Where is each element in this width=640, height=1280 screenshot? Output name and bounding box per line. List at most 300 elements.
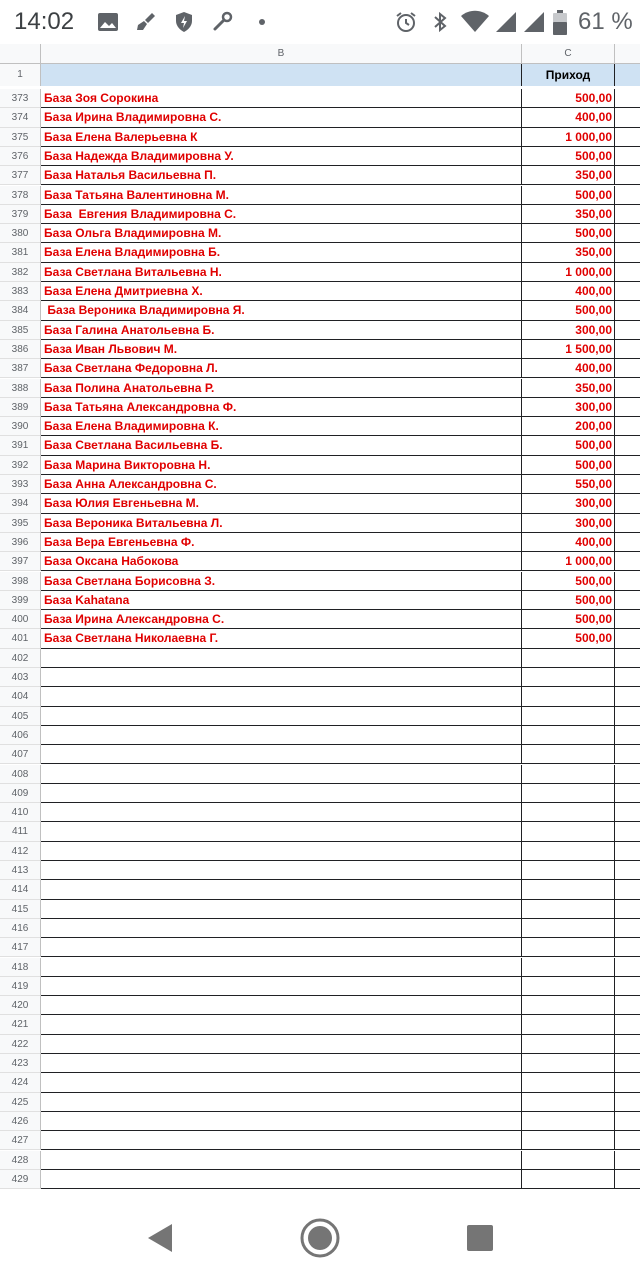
- amount-cell[interactable]: 500,00: [522, 572, 615, 591]
- table-row[interactable]: [0, 687, 640, 706]
- row-number[interactable]: 399: [0, 591, 41, 610]
- row-number[interactable]: 425: [0, 1093, 41, 1112]
- row-number[interactable]: 427: [0, 1131, 41, 1150]
- table-row[interactable]: [0, 456, 640, 475]
- empty-cell-d[interactable]: [615, 186, 640, 205]
- name-cell[interactable]: База Иван Львович М.: [41, 340, 522, 359]
- empty-cell-d[interactable]: [615, 726, 640, 745]
- empty-cell-d[interactable]: [615, 938, 640, 957]
- name-cell[interactable]: База Марина Викторовна Н.: [41, 456, 522, 475]
- table-row[interactable]: [0, 842, 640, 861]
- table-row[interactable]: [0, 243, 640, 262]
- empty-cell-d[interactable]: [615, 880, 640, 899]
- row-number[interactable]: 404: [0, 687, 41, 706]
- empty-cell-d[interactable]: [615, 765, 640, 784]
- name-cell[interactable]: База Вероника Владимировна Я.: [41, 301, 522, 320]
- row-number[interactable]: 407: [0, 745, 41, 764]
- name-cell[interactable]: [41, 1054, 522, 1073]
- amount-cell[interactable]: [522, 958, 615, 977]
- table-row[interactable]: [0, 900, 640, 919]
- table-row[interactable]: [0, 784, 640, 803]
- empty-cell-d[interactable]: [615, 842, 640, 861]
- table-row[interactable]: [0, 301, 640, 320]
- row-number[interactable]: 402: [0, 649, 41, 668]
- empty-cell-d[interactable]: [615, 803, 640, 822]
- table-row[interactable]: [0, 263, 640, 282]
- empty-cell-d[interactable]: [615, 591, 640, 610]
- empty-cell-d[interactable]: [615, 108, 640, 127]
- signal-icon: [494, 10, 518, 34]
- amount-cell[interactable]: [522, 803, 615, 822]
- amount-cell[interactable]: [522, 1035, 615, 1054]
- frozen-header-row: [0, 64, 640, 86]
- table-row[interactable]: [0, 417, 640, 436]
- home-icon[interactable]: [296, 1216, 344, 1260]
- empty-cell-d[interactable]: [615, 436, 640, 455]
- back-icon[interactable]: [136, 1216, 184, 1260]
- table-row[interactable]: [0, 919, 640, 938]
- name-cell[interactable]: [41, 919, 522, 938]
- name-cell[interactable]: База Ирина Владимировна С.: [41, 108, 522, 127]
- row-number[interactable]: 389: [0, 398, 41, 417]
- row-number[interactable]: 420: [0, 996, 41, 1015]
- empty-cell-d[interactable]: [615, 475, 640, 494]
- table-row[interactable]: [0, 494, 640, 513]
- name-cell[interactable]: [41, 668, 522, 687]
- row-number[interactable]: 391: [0, 436, 41, 455]
- table-row[interactable]: [0, 533, 640, 552]
- name-cell[interactable]: [41, 649, 522, 668]
- row-number[interactable]: 385: [0, 321, 41, 340]
- row-number[interactable]: 422: [0, 1035, 41, 1054]
- amount-cell[interactable]: 500,00: [522, 224, 615, 243]
- amount-cell[interactable]: [522, 1131, 615, 1150]
- name-cell[interactable]: [41, 996, 522, 1015]
- name-cell[interactable]: База Полина Анатольевна Р.: [41, 379, 522, 398]
- empty-cell-d[interactable]: [615, 456, 640, 475]
- table-row[interactable]: [0, 822, 640, 841]
- name-cell[interactable]: База Вероника Витальевна Л.: [41, 514, 522, 533]
- amount-cell[interactable]: 500,00: [522, 147, 615, 166]
- empty-cell-d[interactable]: [615, 1170, 640, 1189]
- row-number[interactable]: 401: [0, 629, 41, 648]
- empty-cell-d[interactable]: [615, 610, 640, 629]
- amount-cell[interactable]: [522, 1093, 615, 1112]
- table-row[interactable]: [0, 436, 640, 455]
- name-cell[interactable]: [41, 842, 522, 861]
- row-number[interactable]: 421: [0, 1015, 41, 1034]
- name-cell[interactable]: База Татьяна Валентиновна М.: [41, 186, 522, 205]
- empty-cell-d[interactable]: [615, 1015, 640, 1034]
- amount-cell[interactable]: [522, 919, 615, 938]
- empty-cell-d[interactable]: [615, 533, 640, 552]
- amount-cell[interactable]: [522, 1151, 615, 1170]
- name-cell[interactable]: База Ольга Владимировна М.: [41, 224, 522, 243]
- amount-cell[interactable]: 300,00: [522, 321, 615, 340]
- amount-cell[interactable]: 500,00: [522, 301, 615, 320]
- amount-cell[interactable]: 300,00: [522, 514, 615, 533]
- table-row[interactable]: [0, 668, 640, 687]
- name-cell[interactable]: База Светлана Васильевна Б.: [41, 436, 522, 455]
- amount-cell[interactable]: 400,00: [522, 282, 615, 301]
- empty-cell-d[interactable]: [615, 649, 640, 668]
- name-cell[interactable]: База Зоя Сорокина: [41, 89, 522, 108]
- amount-cell[interactable]: [522, 861, 615, 880]
- amount-cell[interactable]: 350,00: [522, 166, 615, 185]
- amount-cell[interactable]: [522, 996, 615, 1015]
- table-row[interactable]: [0, 321, 640, 340]
- row-number[interactable]: 417: [0, 938, 41, 957]
- name-cell[interactable]: База Kahatana: [41, 591, 522, 610]
- name-cell[interactable]: База Евгения Владимировна С.: [41, 205, 522, 224]
- name-cell[interactable]: [41, 938, 522, 957]
- amount-cell[interactable]: 300,00: [522, 494, 615, 513]
- name-cell[interactable]: [41, 1015, 522, 1034]
- empty-cell-d[interactable]: [615, 1131, 640, 1150]
- name-cell[interactable]: База Вера Евгеньевна Ф.: [41, 533, 522, 552]
- empty-cell-d[interactable]: [615, 1035, 640, 1054]
- empty-cell-d[interactable]: [615, 919, 640, 938]
- empty-cell-d[interactable]: [615, 900, 640, 919]
- table-row[interactable]: [0, 1170, 640, 1189]
- table-row[interactable]: [0, 282, 640, 301]
- row-number[interactable]: 390: [0, 417, 41, 436]
- table-row[interactable]: [0, 128, 640, 147]
- table-row[interactable]: [0, 880, 640, 899]
- table-row[interactable]: [0, 514, 640, 533]
- amount-cell[interactable]: [522, 842, 615, 861]
- empty-cell-d[interactable]: [615, 128, 640, 147]
- table-row[interactable]: [0, 224, 640, 243]
- amount-cell[interactable]: 500,00: [522, 591, 615, 610]
- row-number[interactable]: 405: [0, 707, 41, 726]
- amount-cell[interactable]: [522, 668, 615, 687]
- amount-cell[interactable]: 400,00: [522, 108, 615, 127]
- table-row[interactable]: [0, 475, 640, 494]
- amount-cell[interactable]: [522, 649, 615, 668]
- row-number[interactable]: 382: [0, 263, 41, 282]
- table-row[interactable]: [0, 726, 640, 745]
- table-row[interactable]: [0, 1131, 640, 1150]
- empty-cell-d[interactable]: [615, 205, 640, 224]
- name-cell[interactable]: База Ирина Александровна С.: [41, 610, 522, 629]
- name-cell[interactable]: [41, 880, 522, 899]
- row-number[interactable]: 398: [0, 572, 41, 591]
- name-cell[interactable]: [41, 900, 522, 919]
- empty-cell-d[interactable]: [615, 166, 640, 185]
- name-cell[interactable]: База Светлана Борисовна З.: [41, 572, 522, 591]
- row-number[interactable]: 416: [0, 919, 41, 938]
- name-cell[interactable]: [41, 861, 522, 880]
- table-row[interactable]: [0, 1112, 640, 1131]
- table-row[interactable]: [0, 707, 640, 726]
- empty-cell-d[interactable]: [615, 89, 640, 108]
- amount-cell[interactable]: [522, 1073, 615, 1092]
- amount-cell[interactable]: 500,00: [522, 456, 615, 475]
- table-row[interactable]: [0, 996, 640, 1015]
- name-cell[interactable]: [41, 1151, 522, 1170]
- row-number[interactable]: 403: [0, 668, 41, 687]
- empty-cell-d[interactable]: [615, 687, 640, 706]
- empty-cell-d[interactable]: [615, 958, 640, 977]
- name-cell[interactable]: [41, 803, 522, 822]
- name-cell[interactable]: [41, 958, 522, 977]
- table-row[interactable]: [0, 649, 640, 668]
- row-number[interactable]: 384: [0, 301, 41, 320]
- empty-cell-d[interactable]: [615, 301, 640, 320]
- row-number[interactable]: 377: [0, 166, 41, 185]
- empty-cell-d[interactable]: [615, 707, 640, 726]
- amount-cell[interactable]: 400,00: [522, 359, 615, 378]
- empty-cell-d[interactable]: [615, 861, 640, 880]
- name-cell[interactable]: База Юлия Евгеньевна М.: [41, 494, 522, 513]
- name-cell[interactable]: База Оксана Набокова: [41, 552, 522, 571]
- amount-cell[interactable]: 300,00: [522, 398, 615, 417]
- amount-cell[interactable]: [522, 765, 615, 784]
- column-header-d[interactable]: [615, 44, 640, 64]
- row-number[interactable]: 376: [0, 147, 41, 166]
- name-cell[interactable]: База Надежда Владимировна У.: [41, 147, 522, 166]
- header-cell-prikhod[interactable]: Приход: [522, 64, 615, 86]
- row-number[interactable]: 374: [0, 108, 41, 127]
- status-bar: [0, 0, 640, 44]
- row-number[interactable]: 419: [0, 977, 41, 996]
- empty-cell-d[interactable]: [615, 340, 640, 359]
- table-row[interactable]: [0, 166, 640, 185]
- row-number[interactable]: 415: [0, 900, 41, 919]
- empty-cell-d[interactable]: [615, 977, 640, 996]
- row-number[interactable]: 412: [0, 842, 41, 861]
- empty-cell-d[interactable]: [615, 629, 640, 648]
- name-cell[interactable]: База Светлана Николаевна Г.: [41, 629, 522, 648]
- amount-cell[interactable]: [522, 784, 615, 803]
- name-cell[interactable]: [41, 687, 522, 706]
- table-row[interactable]: [0, 977, 640, 996]
- amount-cell[interactable]: 200,00: [522, 417, 615, 436]
- row-number[interactable]: 414: [0, 880, 41, 899]
- row-number[interactable]: 408: [0, 765, 41, 784]
- row-number[interactable]: 383: [0, 282, 41, 301]
- amount-cell[interactable]: [522, 977, 615, 996]
- table-row[interactable]: [0, 186, 640, 205]
- empty-cell-d[interactable]: [615, 514, 640, 533]
- amount-cell[interactable]: [522, 880, 615, 899]
- table-row[interactable]: [0, 359, 640, 378]
- row-number[interactable]: 378: [0, 186, 41, 205]
- amount-cell[interactable]: 500,00: [522, 186, 615, 205]
- table-row[interactable]: [0, 591, 640, 610]
- name-cell[interactable]: [41, 784, 522, 803]
- table-row[interactable]: [0, 629, 640, 648]
- name-cell[interactable]: [41, 822, 522, 841]
- amount-cell[interactable]: 350,00: [522, 243, 615, 262]
- table-row[interactable]: [0, 1093, 640, 1112]
- row-number[interactable]: 426: [0, 1112, 41, 1131]
- empty-cell-d[interactable]: [615, 822, 640, 841]
- select-all-corner[interactable]: [0, 44, 41, 64]
- table-row[interactable]: [0, 765, 640, 784]
- amount-cell[interactable]: 1 000,00: [522, 263, 615, 282]
- header-cell-b[interactable]: [41, 64, 522, 86]
- row-number[interactable]: 386: [0, 340, 41, 359]
- amount-cell[interactable]: [522, 1112, 615, 1131]
- row-number[interactable]: 392: [0, 456, 41, 475]
- row-number[interactable]: 418: [0, 958, 41, 977]
- empty-cell-d[interactable]: [615, 996, 640, 1015]
- row-number[interactable]: 428: [0, 1151, 41, 1170]
- empty-cell-d[interactable]: [615, 243, 640, 262]
- row-number[interactable]: 413: [0, 861, 41, 880]
- table-row[interactable]: [0, 572, 640, 591]
- amount-cell[interactable]: 500,00: [522, 610, 615, 629]
- name-cell[interactable]: База Татьяна Александровна Ф.: [41, 398, 522, 417]
- empty-cell-d[interactable]: [615, 552, 640, 571]
- amount-cell[interactable]: 1 000,00: [522, 128, 615, 147]
- table-row[interactable]: [0, 745, 640, 764]
- row-number[interactable]: 387: [0, 359, 41, 378]
- empty-cell-d[interactable]: [615, 1151, 640, 1170]
- name-cell[interactable]: [41, 1093, 522, 1112]
- row-number[interactable]: 397: [0, 552, 41, 571]
- row-number[interactable]: 429: [0, 1170, 41, 1189]
- amount-cell[interactable]: [522, 687, 615, 706]
- amount-cell[interactable]: 1 500,00: [522, 340, 615, 359]
- name-cell[interactable]: [41, 1073, 522, 1092]
- row-number[interactable]: 400: [0, 610, 41, 629]
- table-row[interactable]: [0, 1073, 640, 1092]
- table-row[interactable]: [0, 958, 640, 977]
- table-row[interactable]: [0, 610, 640, 629]
- row-number[interactable]: 373: [0, 89, 41, 108]
- row-number[interactable]: 424: [0, 1073, 41, 1092]
- table-row[interactable]: [0, 938, 640, 957]
- name-cell[interactable]: [41, 1035, 522, 1054]
- row-number[interactable]: 394: [0, 494, 41, 513]
- empty-cell-d[interactable]: [615, 494, 640, 513]
- empty-cell-d[interactable]: [615, 1112, 640, 1131]
- name-cell[interactable]: База Елена Дмитриевна Х.: [41, 282, 522, 301]
- spreadsheet-grid[interactable]: [0, 44, 640, 1196]
- row-number[interactable]: 393: [0, 475, 41, 494]
- empty-cell-d[interactable]: [615, 1073, 640, 1092]
- row-header-1[interactable]: 1: [0, 64, 41, 86]
- empty-cell-d[interactable]: [615, 147, 640, 166]
- name-cell[interactable]: База Светлана Федоровна Л.: [41, 359, 522, 378]
- amount-cell[interactable]: [522, 745, 615, 764]
- empty-cell-d[interactable]: [615, 321, 640, 340]
- amount-cell[interactable]: [522, 1170, 615, 1189]
- name-cell[interactable]: [41, 707, 522, 726]
- empty-cell-d[interactable]: [615, 263, 640, 282]
- header-cell-d[interactable]: [615, 64, 640, 86]
- row-number[interactable]: 375: [0, 128, 41, 147]
- name-cell[interactable]: База Наталья Васильевна П.: [41, 166, 522, 185]
- table-row[interactable]: [0, 1015, 640, 1034]
- table-row[interactable]: [0, 398, 640, 417]
- row-number[interactable]: 388: [0, 379, 41, 398]
- row-number[interactable]: 410: [0, 803, 41, 822]
- amount-cell[interactable]: [522, 822, 615, 841]
- table-row[interactable]: [0, 340, 640, 359]
- name-cell[interactable]: [41, 977, 522, 996]
- name-cell[interactable]: [41, 745, 522, 764]
- amount-cell[interactable]: 500,00: [522, 629, 615, 648]
- empty-cell-d[interactable]: [615, 417, 640, 436]
- name-cell[interactable]: [41, 1112, 522, 1131]
- amount-cell[interactable]: [522, 726, 615, 745]
- name-cell[interactable]: [41, 1170, 522, 1189]
- name-cell[interactable]: База Светлана Витальевна Н.: [41, 263, 522, 282]
- name-cell[interactable]: База Елена Владимировна К.: [41, 417, 522, 436]
- table-row[interactable]: [0, 108, 640, 127]
- empty-cell-d[interactable]: [615, 745, 640, 764]
- amount-cell[interactable]: 500,00: [522, 89, 615, 108]
- recents-icon[interactable]: [456, 1216, 504, 1260]
- amount-cell[interactable]: 350,00: [522, 205, 615, 224]
- row-number[interactable]: 395: [0, 514, 41, 533]
- table-row[interactable]: [0, 205, 640, 224]
- amount-cell[interactable]: [522, 1015, 615, 1034]
- empty-cell-d[interactable]: [615, 398, 640, 417]
- empty-cell-d[interactable]: [615, 379, 640, 398]
- row-number[interactable]: 396: [0, 533, 41, 552]
- empty-cell-d[interactable]: [615, 668, 640, 687]
- name-cell[interactable]: База Елена Валерьевна К: [41, 128, 522, 147]
- column-header-c[interactable]: C: [522, 44, 615, 64]
- amount-cell[interactable]: 550,00: [522, 475, 615, 494]
- empty-cell-d[interactable]: [615, 572, 640, 591]
- row-number[interactable]: 411: [0, 822, 41, 841]
- row-number[interactable]: 423: [0, 1054, 41, 1073]
- empty-cell-d[interactable]: [615, 784, 640, 803]
- empty-cell-d[interactable]: [615, 1093, 640, 1112]
- name-cell[interactable]: База Анна Александровна С.: [41, 475, 522, 494]
- table-row[interactable]: [0, 1035, 640, 1054]
- empty-cell-d[interactable]: [615, 282, 640, 301]
- column-header-b[interactable]: B: [41, 44, 522, 64]
- table-row[interactable]: [0, 1151, 640, 1170]
- table-row[interactable]: [0, 147, 640, 166]
- name-cell[interactable]: [41, 726, 522, 745]
- row-number[interactable]: 409: [0, 784, 41, 803]
- row-number[interactable]: 379: [0, 205, 41, 224]
- amount-cell[interactable]: 1 000,00: [522, 552, 615, 571]
- empty-cell-d[interactable]: [615, 1054, 640, 1073]
- amount-cell[interactable]: [522, 938, 615, 957]
- table-row[interactable]: [0, 803, 640, 822]
- amount-cell[interactable]: [522, 900, 615, 919]
- amount-cell[interactable]: 350,00: [522, 379, 615, 398]
- name-cell[interactable]: [41, 765, 522, 784]
- empty-cell-d[interactable]: [615, 224, 640, 243]
- table-row[interactable]: [0, 1054, 640, 1073]
- name-cell[interactable]: [41, 1131, 522, 1150]
- table-row[interactable]: [0, 379, 640, 398]
- row-number[interactable]: 381: [0, 243, 41, 262]
- name-cell[interactable]: База Галина Анатольевна Б.: [41, 321, 522, 340]
- amount-cell[interactable]: [522, 1054, 615, 1073]
- empty-cell-d[interactable]: [615, 359, 640, 378]
- row-number[interactable]: 406: [0, 726, 41, 745]
- amount-cell[interactable]: 400,00: [522, 533, 615, 552]
- table-row[interactable]: [0, 552, 640, 571]
- name-cell[interactable]: База Елена Владимировна Б.: [41, 243, 522, 262]
- row-number[interactable]: 380: [0, 224, 41, 243]
- table-row[interactable]: [0, 861, 640, 880]
- amount-cell[interactable]: [522, 707, 615, 726]
- amount-cell[interactable]: 500,00: [522, 436, 615, 455]
- table-row[interactable]: [0, 89, 640, 108]
